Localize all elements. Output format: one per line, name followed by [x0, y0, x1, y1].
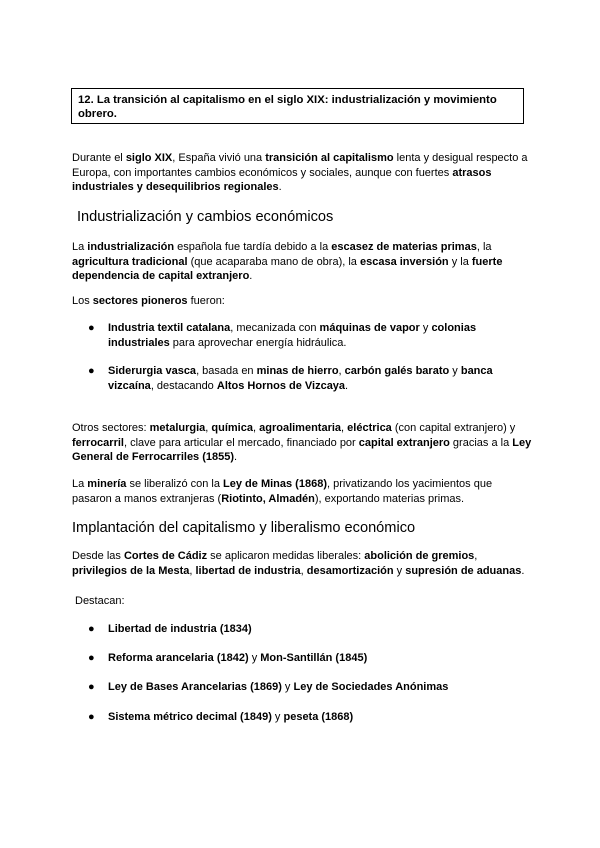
list-item: Industria textil catalana, mecanizada con máquinas de vapor y colonias industriales para aprovechar energía hidráulica. — [108, 322, 477, 349]
list-item: Siderurgia vasca, basada en minas de hierro, carbón galés barato y banca vizcaína, destacando Altos Hornos de Vizcaya. — [108, 365, 493, 392]
bullet-icon: ● — [88, 623, 95, 635]
bullet-icon: ● — [88, 711, 95, 723]
paragraph-otros-sectores: Otros sectores: metalurgia, química, agroalimentaria, eléctrica (con capital extranjero) y ferrocarril, clave para articular el mercado, financiado por capital extranjero gracias a la Ley General de Ferrocarriles (1855). — [72, 422, 532, 463]
bullet-icon: ● — [88, 681, 95, 693]
section-heading-capitalismo: Implantación del capitalismo y liberalismo económico — [72, 520, 416, 536]
list-item: Ley de Bases Arancelarias (1869) y Ley de Sociedades Anónimas — [108, 681, 449, 693]
paragraph-industrializacion: La industrialización española fue tardía debido a la escasez de materias primas, la agricultura tradicional (que acaparaba mano de obra), la escasa inversión y la fuerte dependencia de capital extranjero. — [72, 241, 503, 282]
document-title: 12. La transición al capitalismo en el siglo XIX: industrialización y movimiento obrero. — [78, 94, 497, 120]
list-item: Libertad de industria (1834) — [108, 623, 252, 635]
paragraph-destacan: Destacan: — [75, 595, 125, 607]
paragraph-cortes-cadiz: Desde las Cortes de Cádiz se aplicaron medidas liberales: abolición de gremios, privilegios de la Mesta, libertad de industria, desamortización y supresión de aduanas. — [72, 550, 525, 577]
bullet-icon: ● — [88, 365, 95, 377]
section-heading-industrializacion: Industrialización y cambios económicos — [77, 209, 334, 225]
paragraph-sectores: Los sectores pioneros fueron: — [72, 295, 225, 307]
intro-paragraph: Durante el siglo XIX, España vivió una transición al capitalismo lenta y desigual respecto a Europa, con importantes cambios económicos y sociales, aunque con fuertes atrasos industriales y desequilibrios regionales. — [72, 152, 528, 193]
bullet-icon: ● — [88, 322, 95, 334]
title-box — [71, 88, 524, 124]
list-item: Sistema métrico decimal (1849) y peseta (1868) — [108, 711, 354, 723]
list-item: Reforma arancelaria (1842) y Mon-Santillán (1845) — [108, 652, 368, 664]
paragraph-mineria: La minería se liberalizó con la Ley de Minas (1868), privatizando los yacimientos que pasaron a manos extranjeras (Riotinto, Almadén), exportando materias primas. — [72, 478, 493, 505]
bullet-icon: ● — [88, 652, 95, 664]
